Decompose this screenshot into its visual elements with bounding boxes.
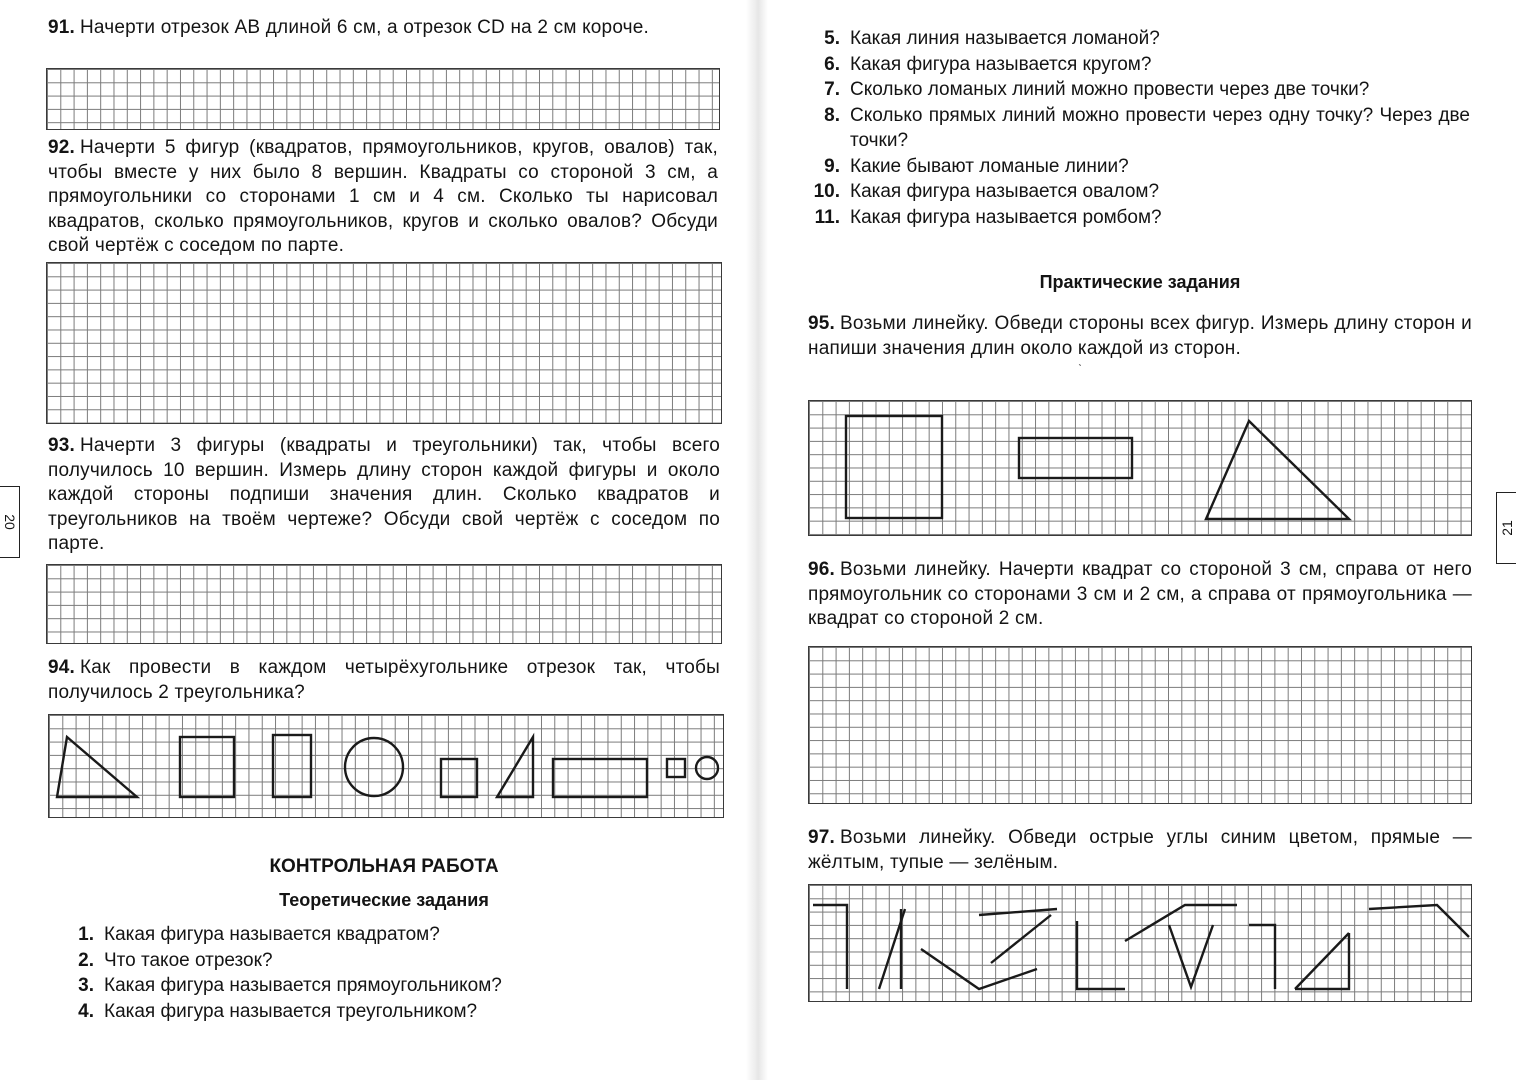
question-item: 5. Какая линия называется ломаной?: [824, 28, 1160, 49]
stray-mark: ˋ: [1078, 362, 1082, 376]
theory-subtitle: Теоретические задания: [279, 890, 489, 910]
grid-task-93[interactable]: [46, 564, 722, 644]
rectangle-figure[interactable]: [1019, 438, 1132, 478]
question-item: 8. Сколько прямых линий можно провести через одну точку? Через две точки?: [824, 104, 1470, 151]
task-96: [808, 558, 1472, 632]
task-text: Как провести в каждом четырёхугольнике отрезок так, чтобы получилось 2 треугольника?: [48, 657, 720, 703]
task-text: Возьми линейку. Обведи стороны всех фигур. Измерь длину сторон и напиши значения длин около каждой из сторон.: [808, 313, 1472, 359]
right-angle-corner[interactable]: [1249, 925, 1275, 989]
task-text: Возьми линейку. Начерти квадрат со стороной 3 см, справа от него прямоугольник со сторонами 3 см и 2 см, а справа от прямоугольника — квадрат со стороной 2 см.: [808, 559, 1472, 629]
task-94: [48, 656, 720, 705]
question-item: 2. Что такое отрезок?: [78, 949, 273, 971]
right-angle-lower[interactable]: [1077, 921, 1125, 989]
obtuse-angle[interactable]: [921, 949, 1037, 989]
figures-task-95: [809, 401, 1473, 537]
grid-task-96[interactable]: [808, 646, 1472, 804]
task-text: Возьми линейку. Обведи острые углы синим цветом, прямые — жёлтым, тупые — зелёным.: [808, 827, 1472, 873]
triangle-figure[interactable]: [57, 737, 137, 797]
task-number: 93.: [48, 435, 76, 456]
task-95: [808, 312, 1472, 361]
grid-task-97[interactable]: [808, 884, 1472, 1002]
task-93: [48, 434, 720, 557]
rectangle-figure[interactable]: [273, 735, 311, 797]
angles-task-97: [809, 885, 1473, 1003]
left-page: [0, 0, 750, 1080]
task-number: 94.: [48, 657, 76, 678]
right-page: [760, 0, 1516, 1080]
control-work-title: КОНТРОЛЬНАЯ РАБОТА: [269, 856, 499, 877]
acute-angle-v[interactable]: [1169, 925, 1213, 987]
grid-task-92[interactable]: [46, 262, 722, 424]
grid-task-94[interactable]: [48, 714, 724, 818]
theory-questions-continued: [810, 26, 1470, 230]
task-92: [48, 136, 718, 259]
question-item: 6. Какая фигура называется кругом?: [824, 53, 1152, 75]
question-item: 10. Какая фигура называется овалом?: [813, 181, 1160, 202]
square-figure[interactable]: [180, 737, 234, 797]
top-segment[interactable]: [979, 909, 1057, 915]
right-angle[interactable]: [813, 905, 847, 989]
task-text: Начерти 3 фигуры (квадраты и треугольники) так, чтобы всего получилось 10 вершин. Измерь длину сторон каждой фигуры и около каждой стороны подпиши значения длин. Сколько квадратов и треугольников на твоём чертеже? Обсуди свой чертёж с соседом по парте.: [48, 435, 720, 554]
triangle-figure[interactable]: [1206, 421, 1349, 519]
circle-figure[interactable]: [345, 738, 403, 796]
right-triangle-figure[interactable]: [497, 737, 533, 797]
task-text: Начерти отрезок AB длиной 6 см, а отрезок CD на 2 см короче.: [80, 17, 650, 38]
figures-task-94: [49, 715, 725, 819]
task-number: 96.: [808, 559, 836, 580]
question-item: 4. Какая фигура называется треугольником?: [78, 1000, 478, 1022]
task-91: [48, 16, 718, 41]
task-number: 97.: [808, 827, 836, 848]
tiny-square-figure[interactable]: [667, 759, 685, 777]
page-number-left: 20: [0, 486, 20, 558]
square-figure[interactable]: [846, 416, 942, 518]
question-item: 3. Какая фигура называется прямоугольником?: [78, 975, 502, 996]
task-number: 95.: [808, 313, 836, 334]
small-circle-figure[interactable]: [696, 757, 718, 779]
grid-task-91[interactable]: [46, 68, 720, 130]
wide-rectangle-figure[interactable]: [553, 759, 647, 797]
obtuse-angle-right[interactable]: [1369, 905, 1469, 937]
task-number: 91.: [48, 17, 76, 38]
small-square-figure[interactable]: [441, 759, 477, 797]
question-item: 1. Какая фигура называется квадратом?: [78, 924, 440, 945]
theory-questions-list: [64, 922, 502, 1024]
question-item: 7. Сколько ломаных линий можно провести через две точки?: [824, 79, 1370, 100]
task-text: Начерти 5 фигур (квадратов, прямоугольников, кругов, овалов) так, чтобы вместе у них было 8 вершин. Квадраты со стороной 3 см, а прямоугольники со сторонами 1 см и 4 см. Сколько ты нарисовал квадратов, сколько прямоугольников, кругов и сколько овалов? Обсуди свой чертёж с соседом по парте.: [48, 137, 718, 256]
hypotenuse-segment[interactable]: [1295, 933, 1349, 989]
obtuse-angle-top[interactable]: [1125, 905, 1237, 941]
task-97: [808, 826, 1472, 875]
practical-heading: Практические задания: [1039, 272, 1241, 292]
page-number-right: 21: [1496, 492, 1516, 564]
task-number: 92.: [48, 137, 76, 158]
question-item: 11. Какая фигура называется ромбом?: [814, 206, 1162, 228]
diagonal-segment[interactable]: [991, 915, 1051, 963]
grid-task-95[interactable]: [808, 400, 1472, 536]
question-item: 9. Какие бывают ломаные линии?: [824, 155, 1129, 177]
